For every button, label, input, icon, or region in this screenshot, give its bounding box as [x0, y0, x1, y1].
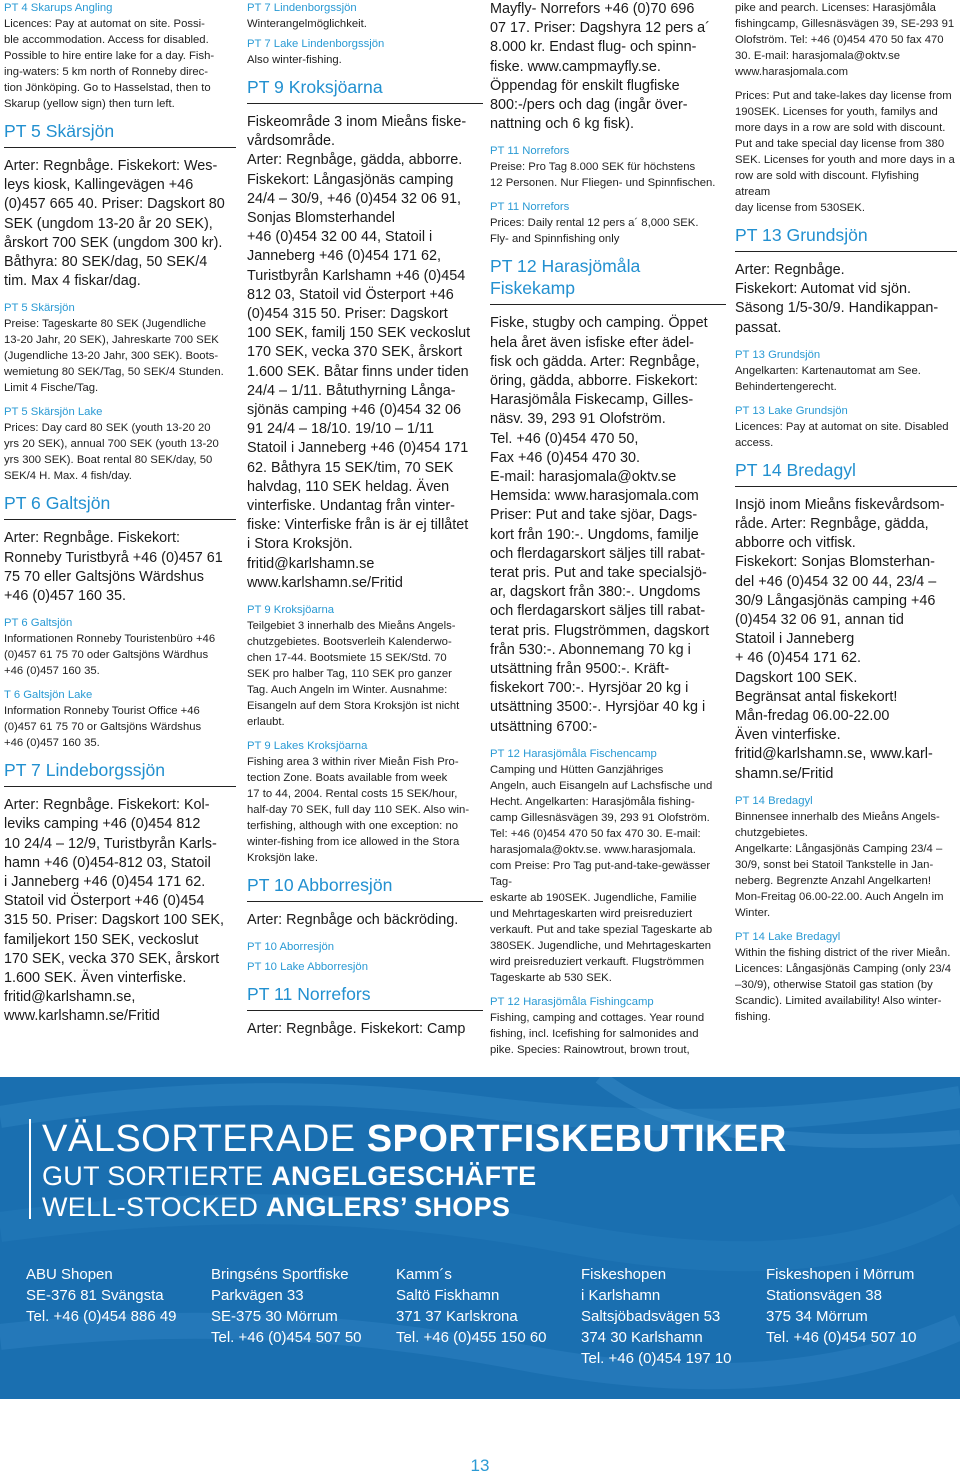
- note-heading: PT 13 Grundsjön: [735, 348, 821, 361]
- section-note: [490, 994, 726, 1058]
- note-text: Camping und Hütten Ganzjähriges Angeln, auch Eisangeln auf Lachsfische und Hecht. Angelkarten: Harasjömåla fishing- camp Gillesnäsvägen 39, 293 91 Olofström. Tel: +46 (0)454 470 50 fax 470 30. E-mail: harasjomala@oktv.se. www.harasjomala. com Preise: Pro Tag put-and-take-gewässer Tag- eskarte ab 190SEK. Jugendliche, Familie und Mehrtageskarten wird preisreduziert verkauft. Put and take spezial Tageskarte ab 380SEK. Jugendliche, und Mehrtageskarten wird preisreduziert verkauft. Flugströmmen Tageskarte ab 530 SEK.: [490, 763, 713, 984]
- column-1: [4, 0, 236, 1036]
- section-title: PT 14 Bredagyl: [735, 459, 957, 487]
- section-note: [247, 939, 483, 955]
- note-text: Teilgebiet 3 innerhalb des Mieåns Angels- chutzgebietes. Bootsverleih Kalenderwo- chen 17-44. Bootsmiete 15 SEK/Std. 70 SEK pro halber Tag, 110 SEK pro ganzer Tag. Auch Angeln im Winter. Ausnahme: Eisangeln auf dem Stora Kroksjön ist nicht erlaubt.: [247, 620, 460, 729]
- note-text: Licences: Pay at automat on site. Disabled access.: [735, 420, 949, 449]
- note-text: Prices: Put and take-lakes day license from 190SEK. Licenses for youth, familys and more days in a row are sold with discount. Put and take special day license from 380 SEK. Licenses for youth and more days in a row are sold with discount. Flyfishing atream day license from 530SEK.: [735, 90, 955, 214]
- note-heading: PT 12 Harasjömåla Fischencamp: [490, 747, 657, 760]
- section-body: Mayfly- Norrefors +46 (0)70 696 07 17. Priser: Dagshyra 12 pers a´ 8.000 kr. Endast flug- och spinn- fiske. www.campmayfly.se. Öppendag för enskilt flugfiske 800:-/pers och dag (ingår över- nattning och 6 kg fisk).: [490, 1, 710, 133]
- section-note: [735, 88, 957, 216]
- title-sv-light: VÄLSORTERADE: [42, 1118, 367, 1160]
- section-note: [735, 347, 957, 395]
- column-2: [247, 0, 483, 1048]
- section-body: Arter: Regnbåge. Fiskekort: Kol- leviks camping +46 (0)454 812 10 24/4 – 12/9, Turistbyrån Karls- hamn +46 (0)454-812 03, Statoil i Janneberg +46 (0)454 171 62. Statoil vid Österport +46 (0)454 315 50. Priser: Dagskort 100 SEK, familjekort 150 SEK, veckoslut 170 SEK, vecka 370 SEK, årskort 1.600 SEK. Även vinterfiske. fritid@karlshamn.se, www.karlshamn.se/Fritid: [4, 797, 224, 1025]
- note-text: Preise: Tageskarte 80 SEK (Jugendliche 13-20 Jahr, 20 SEK), Jahreskarte 700 SEK (Jugendliche 13-20 Jahr, 300 SEK). Boots- wemietung 80 SEK/Tag, 50 SEK/4 Stunden. Limit 4 Fische/Tag.: [4, 318, 224, 395]
- note-text: Within the fishing district of the river Mieån. Licences: Långasjönäs Camping (only 23/4 –30/9), otherwise Statoil gas station (by Scandic). Limited availability! Also winter- fishing.: [735, 946, 952, 1023]
- note-heading: PT 11 Norrefors: [490, 201, 570, 214]
- note-text: Winterangelmöglichkeit.: [247, 18, 367, 30]
- section-title: PT 5 Skärsjön: [4, 120, 236, 148]
- section-body: Arter: Regnbåge. Fiskekort: Wes- leys kiosk, Kallingevägen +46 (0)457 665 40. Priser: Dagskort 80 SEK (ungdom 13-20 år 20 SEK), årskort 700 SEK (ungdom 300 kr). Båthyra: 80 SEK/dag, 50 SEK/4 tim. Max 4 fiskar/dag.: [4, 158, 225, 290]
- section-body: Arter: Regnbåge. Fiskekort: Camp: [247, 1021, 466, 1038]
- section-note: [247, 959, 483, 975]
- section-title: PT 7 Lindeborgssjön: [4, 759, 236, 787]
- note-heading: PT 11 Norrefors: [490, 145, 570, 158]
- note-text: pike and pearch. Licenses: Harasjömåla fishingcamp, Gillesnäsvägen 39, SE-293 91 Olofström. Tel: +46 (0)454 470 50 fax 470 30. E-mail: harasjomala@oktv.se www.harasjomala.com: [735, 2, 955, 78]
- section-body: Fiskeområde 3 inom Mieåns fiske- vårdsområde. Arter: Regnbåge, gädda, abborre. Fiskekort: Långasjönäs camping 24/4 – 30/9, +46 (0)454 32 06 91, Sonjas Blomsterhandel +46 (0)454 32 00 44, Statoil i Janneberg +46 (0)454 171 62, Turistbyrån Karlshamn +46 (0)454 812 03, Statoil vid Österport +46 (0)454 315 50. Priser: Dagskort 100 SEK, familj 150 SEK veckoslut 170 SEK, vecka 370 SEK, årskort 1.600 SEK. Båtar finns under tiden 24/4 – 1/11. Båtuthyrning Långa- sjönäs camping +46 (0)454 32 06 91 24/4 – 18/10. 19/10 – 1/11 Statoil i Janneberg +46 (0)454 171 62. Båthyra 15 SEK/tim, 70 SEK halvdag, 110 SEK heldag. Även vinterfiske. Undantag från vinter- fiske: Vinterfiske från is är ej tillåtet i Stora Kroksjön. fritid@karlshamn.se www.karlshamn.se/Fritid: [247, 114, 471, 591]
- banner-title-sv: [42, 1117, 787, 1161]
- section-note: [247, 0, 483, 32]
- shop-entry: Fiskeshopen i Mörrum Stationsvägen 38 375 34 Mörrum Tel. +46 (0)454 507 10: [766, 1266, 917, 1346]
- section-note: [735, 929, 957, 1025]
- note-text: Fishing area 3 within river Mieån Fish Pro- tection Zone. Boats available from week 17 to 44, 2004. Rental costs 15 SEK/hour, half-day 70 SEK, full day 110 SEK. Also win- terfishing, although with one exception: no winter-fishing from ice allowed in the Stora Kroksjön lake.: [247, 756, 470, 865]
- section-note: [490, 143, 726, 191]
- note-text: Also winter-fishing.: [247, 54, 342, 66]
- note-heading: PT 5 Skärsjön Lake: [4, 406, 103, 419]
- section-note: [4, 687, 236, 751]
- section-note: [4, 300, 236, 396]
- banner-title-en: [42, 1192, 787, 1223]
- note-heading: PT 13 Lake Grundsjön: [735, 404, 848, 417]
- note-text: Informationen Ronneby Touristenbüro +46 (0)457 61 75 70 oder Galtsjöns Wärdhus +46 (0)457 160 35.: [4, 633, 216, 678]
- heading-divider: [29, 1119, 31, 1219]
- note-heading: PT 7 Lindenborgssjön: [247, 2, 357, 14]
- note-heading: PT 9 Lakes Kroksjöarna: [247, 740, 368, 753]
- section-note: [735, 793, 957, 921]
- shop-entry: Kamm´s Saltö Fiskhamn 371 37 Karlskrona Tel. +46 (0)455 150 60: [396, 1266, 547, 1346]
- column-3: [490, 0, 726, 1066]
- note-heading: PT 14 Bredagyl: [735, 794, 813, 807]
- shop-entry: Bringséns Sportfiske Parkvägen 33 SE-375 30 Mörrum Tel. +46 (0)454 507 50: [211, 1266, 362, 1346]
- section-note: [4, 0, 236, 112]
- section-title: PT 12 Harasjömåla Fiskekamp: [490, 255, 726, 305]
- section-note: [735, 403, 957, 451]
- section-note: [247, 36, 483, 68]
- section-body: Arter: Regnbåge. Fiskekort: Ronneby Turistbyrå +46 (0)457 61 75 70 eller Galtsjöns Wärdshus +46 (0)457 160 35.: [4, 530, 223, 605]
- note-text: Fishing, camping and cottages. Year round fishing, incl. Icefishing for salmonides and pike. Species: Rainowtrout, brown trout,: [490, 1011, 705, 1056]
- section-body: Fiske, stugby och camping. Öppet hela året även isfiske efter ädel- fisk och gädda. Arter: Regnbåge, öring, gädda, abborre. Fiskekort: Harasjömåla Fiskecamp, Gilles- näsv. 39, 293 91 Olofström. Tel. +46 (0)454 470 50, Fax +46 (0)454 470 30. E-mail: harasjomala@oktv.se Hemsida: www.harasjomala.com Priser: Put and take sjöar, Dags- kort från 190:-. Ungdoms, familje och flerdagarskort säljes till rabat- terat pris. Put and take specialsjö- ar, dagskort från 380:-. Ungdoms och flerdagarskort säljes till rabat- terat pris. Flugströmmen, dagskort från 530:-. Abonnemang 70 kg i utsättning från 9500:-. Kräft- fiskekort 700:-. Hyrsjöar 20 kg i utsättning 3500:-. Hyrsjöar 40 kg i utsättning 6700:-: [490, 315, 710, 735]
- note-heading: PT 12 Harasjömåla Fishingcamp: [490, 995, 654, 1008]
- note-heading: PT 6 Galtsjön: [4, 617, 73, 630]
- title-de-light: GUT SORTIERTE: [42, 1161, 272, 1191]
- note-heading: PT 10 Lake Abborresjön: [247, 961, 369, 974]
- banner-title-de: [42, 1161, 787, 1192]
- section-note: [247, 602, 483, 730]
- shop-entry: Fiskeshopen i Karlshamn Saltsjöbadsvägen 53 374 30 Karlshamn Tel. +46 (0)454 197 10: [581, 1266, 732, 1367]
- section-body: Arter: Regnbåge. Fiskekort: Automat vid sjön. Säsong 1/5-30/9. Handikappan- passat.: [735, 262, 939, 336]
- banner-heading: [42, 1117, 787, 1223]
- shops-banner: [0, 1077, 960, 1399]
- section-note: [4, 404, 236, 484]
- note-heading: PT 4 Skarups Angling: [4, 2, 113, 14]
- note-heading: PT 10 Aborresjön: [247, 941, 335, 954]
- section-title: PT 9 Kroksjöarna: [247, 76, 483, 104]
- section-body: Arter: Regnbåge och bäckröding.: [247, 912, 459, 929]
- note-text: Licences: Pay at automat on site. Possi- ble accommodation. Access for disabled. Possible to hire entire lake for a day. Fish- ing-waters: 5 km north of Ronneby direc- tion Jönköping. Go to Hasselstad, then to Skarup (yellow sign) then turn left.: [4, 18, 215, 110]
- section-note: [490, 199, 726, 247]
- section-body: Insjö inom Mieåns fiskevårdsom- råde. Arter: Regnbåge, gädda, abborre och vitfisk. Fiskekort: Sonjas Blomsterhan- del +46 (0)454 32 00 44, 23/4 – 30/9 Långasjönäs camping +46 (0)454 32 06 91, annan tid Statoil i Janneberg + 46 (0)454 171 62. Dagskort 100 SEK. Begränsat antal fiskekort! Mån-fredag 06.00-22.00 Även vinterfiske. fritid@karlshamn.se, www.karl- shamn.se/Fritid: [735, 496, 945, 782]
- section-note: [4, 615, 236, 679]
- note-text: Information Ronneby Tourist Office +46 (0)457 61 75 70 or Galtsjöns Wärdshus +46 (0)457 160 35.: [4, 705, 202, 750]
- section-title: PT 10 Abborresjön: [247, 874, 483, 902]
- title-en-bold: ANGLERS’ SHOPS: [265, 1192, 511, 1222]
- note-heading: PT 14 Lake Bredagyl: [735, 930, 841, 943]
- note-text: Prices: Daily rental 12 pers a´ 8,000 SEK. Fly- and Spinnfishing only: [490, 217, 699, 246]
- section-title: PT 6 Galtsjön: [4, 492, 236, 520]
- shop-entry: ABU Shopen SE-376 81 Svängsta Tel. +46 (0)454 886 49: [26, 1266, 177, 1325]
- note-heading: PT 9 Kroksjöarna: [247, 604, 335, 617]
- note-text: Prices: Day card 80 SEK (youth 13-20 20 yrs 20 SEK), annual 700 SEK (youth 13-20 yrs 300 SEK). Boat rental 80 SEK/day, 50 SEK/4 H. Max. 4 fish/day.: [4, 422, 219, 483]
- title-de-bold: ANGELGESCHÄFTE: [271, 1161, 537, 1191]
- note-heading: PT 7 Lake Lindenborgssjön: [247, 38, 385, 50]
- column-4: [735, 0, 957, 1033]
- section-title: PT 11 Norrefors: [247, 983, 483, 1011]
- section-note: [247, 738, 483, 866]
- title-sv-bold: SPORTFISKEBUTIKER: [366, 1118, 787, 1160]
- note-text: Binnensee innerhalb des Mieåns Angels- chutzgebietes. Angelkarte: Långasjönäs Camping 23/4 – 30/9, sonst bei Statoil Tankstelle in Jan- neberg. Begrenzte Anzahl Angelkarten! Mon-Freitag 06.00-22.00. Auch Angeln im Winter.: [735, 810, 944, 919]
- section-title: PT 13 Grundsjön: [735, 224, 957, 252]
- title-en-light: WELL-STOCKED: [42, 1192, 266, 1222]
- note-heading: T 6 Galtsjön Lake: [4, 689, 93, 702]
- note-heading: PT 5 Skärsjön: [4, 302, 75, 315]
- section-note: [735, 0, 957, 80]
- note-text: Preise: Pro Tag 8.000 SEK für höchstens 12 Personen. Nur Fliegen- und Spinnfischen.: [490, 161, 716, 190]
- section-note: [490, 746, 726, 986]
- note-text: Angelkarten: Kartenautomat am See. Behindertengerecht.: [735, 364, 921, 393]
- page-number: 13: [470, 1456, 490, 1475]
